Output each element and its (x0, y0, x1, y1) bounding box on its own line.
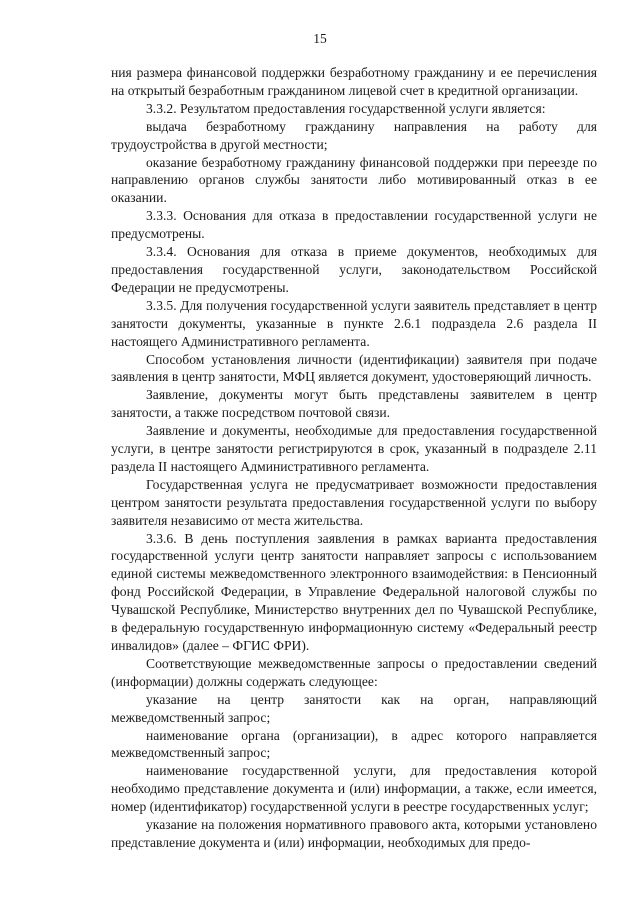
paragraph-3-3-2: 3.3.2. Результатом предоставления государственной услуги является: (146, 100, 546, 116)
paragraph-3-3-5: 3.3.5. Для получения государственной услуги заявитель представляет в центр занятости документы, указанные в пункте 2.6.1 подраздела 2.6 раздела II настоящего Административного регламента. (111, 297, 597, 349)
paragraph: Заявление, документы могут быть представлены заявителем в центр занятости, а также посредством почтовой связи. (111, 387, 597, 421)
paragraph-3-3-6: 3.3.6. В день поступления заявления в рамках варианта предоставления государственной услуги центр занятости направляет запросы с использованием единой системы межведомственного электронного взаимодействия: в Пенсионный фонд Российской Федерации, в Управление Федеральной налоговой службы по Чувашской Республике, Министерство внутренних дел по Чувашской Республике, в федеральную государственную информационную систему «Федеральный реестр инвалидов» (далее – ФГИС ФРИ). (111, 530, 597, 653)
paragraph-list-item: указание на центр занятости как на орган, направляющий межведомственный запрос; (111, 691, 597, 725)
paragraph-list-item: наименование государственной услуги, для предоставления которой необходимо представление документа и (или) информации, а также, если имеется, номер (идентификатор) государственной услуги в реестре государственных услуг; (111, 763, 597, 815)
paragraph: Способом установления личности (идентификации) заявителя при подаче заявления в центр занятости, МФЦ является документ, удостоверяющий личность. (111, 351, 597, 385)
paragraph-3-3-3: 3.3.3. Основания для отказа в предоставлении государственной услуги не предусмотрены. (111, 208, 597, 242)
paragraph-continuation: ния размера финансовой поддержки безработному гражданину и ее перечисления на открытый безработным гражданином лицевой счет в кредитной организации. (111, 65, 597, 98)
paragraph: Государственная услуга не предусматривает возможности предоставления центром занятости результата предоставления государственной услуги по выбору заявителя независимо от места жительства. (111, 476, 597, 528)
paragraph-3-3-4: 3.3.4. Основания для отказа в приеме документов, необходимых для предоставления государственной услуги, законодательством Российской Федерации не предусмотрены. (111, 244, 597, 295)
paragraph-list-item: наименование органа (организации), в адрес которого направляется межведомственный запрос; (111, 727, 597, 761)
document-body (111, 64, 597, 852)
paragraph-list-item: указание на положения нормативного правового акта, которыми установлено представление документа и (или) информации, необходимых для предо- (111, 817, 597, 850)
paragraph-list-item: выдача безработному гражданину направления на работу для трудоустройства в другой местности; (111, 118, 597, 152)
paragraph: Заявление и документы, необходимые для предоставления государственной услуги, в центре занятости регистрируются в срок, указанный в подразделе 2.11 раздела II настоящего Административного регламента. (111, 423, 597, 474)
paragraph: Соответствующие межведомственные запросы о предоставлении сведений (информации) должны содержать следующее: (111, 655, 597, 689)
page-number: 15 (313, 31, 327, 46)
paragraph-list-item: оказание безработному гражданину финансовой поддержки при переезде по направлению органов службы занятости либо мотивированный отказ в ее оказании. (111, 154, 597, 206)
